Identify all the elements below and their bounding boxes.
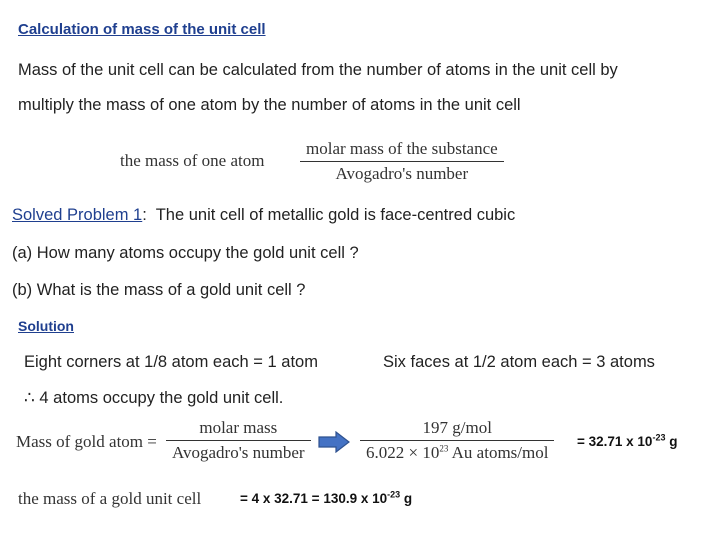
- solution-corners: Eight corners at 1/8 atom each = 1 atom: [24, 353, 318, 371]
- solution-label: Solution: [18, 318, 74, 334]
- formula2-numerator: molar mass: [166, 418, 311, 441]
- formula3-lhs: the mass of a gold unit cell: [18, 489, 202, 508]
- formula2-denominator: Avogadro's number: [172, 443, 305, 462]
- therefore-symbol: ∴: [24, 388, 35, 408]
- problem-label: Solved Problem 1: [12, 206, 143, 224]
- formula1-denominator: Avogadro's number: [335, 164, 469, 183]
- solution-conclusion-line: [24, 388, 283, 408]
- solution-conclusion: 4 atoms occupy the gold unit cell.: [39, 389, 284, 407]
- formula2-lhs: Mass of gold atom =: [16, 432, 157, 451]
- problem-colon: :: [142, 206, 147, 224]
- formula2-den-value: $6.022 \times 10^{23}$ Au atoms/mol: [366, 443, 549, 462]
- problem-statement-line: [12, 206, 515, 225]
- problem-statement: The unit cell of metallic gold is face-centred cubic: [155, 206, 516, 224]
- formula1-numerator: molar mass of the substance: [300, 139, 504, 162]
- section-heading: Calculation of mass of the unit cell: [18, 21, 266, 38]
- intro-line-1: Mass of the unit cell can be calculated from the number of atoms in the unit cell by: [18, 61, 618, 79]
- intro-line-2: multiply the mass of one atom by the number of atoms in the unit cell: [18, 96, 521, 114]
- formula1-lhs: the mass of one atom: [120, 151, 265, 170]
- formula2-result: = 32.71 x $10^{-23}$ g: [577, 432, 678, 449]
- solution-faces: Six faces at 1/2 atom each = 3 atoms: [383, 353, 655, 371]
- formula1-fraction: [300, 139, 504, 184]
- formula2-num-value: 197 g/mol: [360, 418, 554, 441]
- right-arrow-icon: [318, 431, 350, 453]
- problem-part-b: (b) What is the mass of a gold unit cell ?: [12, 281, 306, 299]
- formula2-symbolic-fraction: [166, 418, 311, 463]
- problem-part-a: (a) How many atoms occupy the gold unit cell ?: [12, 244, 359, 262]
- formula3-result: = 4 x 32.71 = 130.9 x $10^{-23}$ g: [240, 489, 413, 506]
- formula2-numeric-fraction: [360, 418, 554, 463]
